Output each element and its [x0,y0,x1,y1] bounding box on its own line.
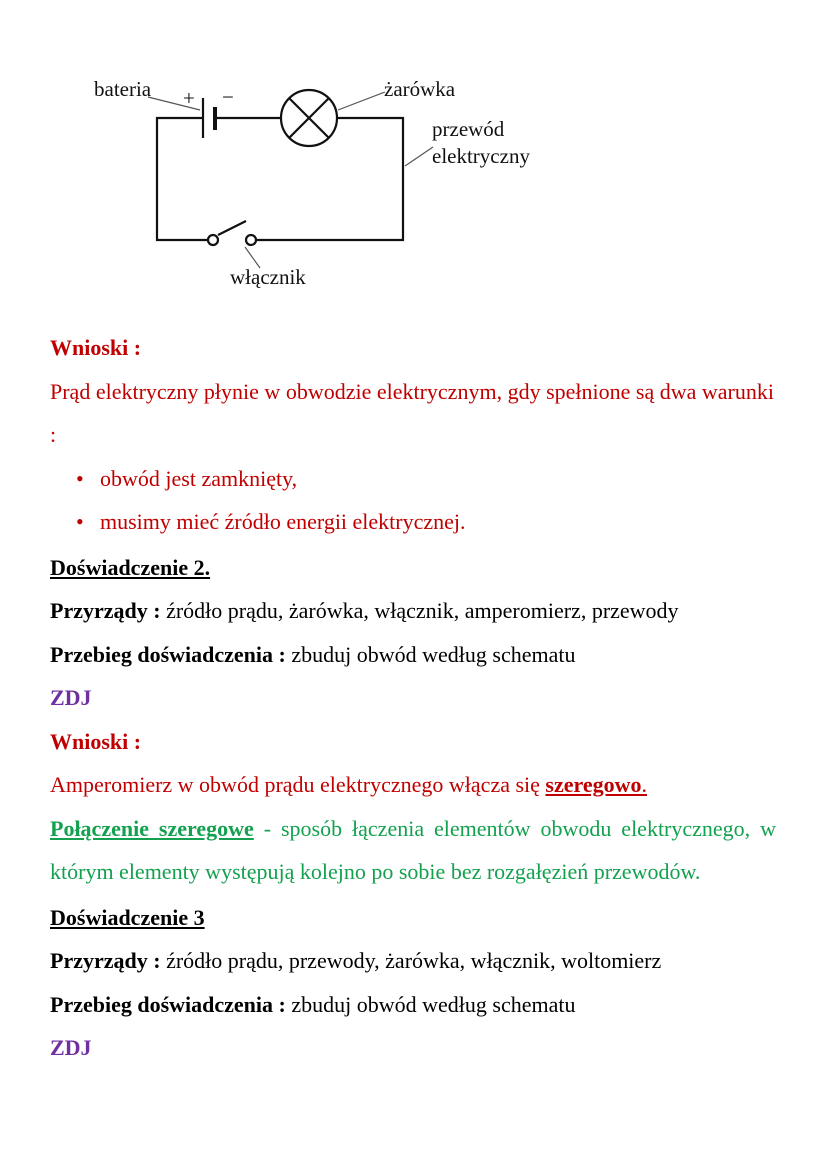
list-item: • musimy mieć źródło energii elektrycznej. [100,500,776,544]
switch-lever [218,221,246,235]
definition-paragraph [50,807,776,894]
experiment-3-title: Doświadczenie 3 [50,904,205,930]
definition-term: Połączenie szeregowe [50,815,254,841]
bulb-label: żarówka [384,77,456,101]
photo-placeholder: ZDJ [50,685,92,710]
course-label: Przebieg doświadczenia : [50,641,286,667]
battery-label: bateria [94,77,152,101]
switch-contact [208,235,218,245]
conclusions-text: Prąd elektryczny płynie w obwodzie elektrycznym, gdy spełnione są dwa warunki : [50,378,774,447]
course-text: zbuduj obwód według schematu [285,991,576,1017]
conclusion-keyword: szeregowo [545,772,642,797]
course-text: zbuduj obwód według schematu [285,641,576,667]
experiment-2-title: Doświadczenie 2. [50,554,211,580]
switch-label: włącznik [230,265,306,289]
wire-label-line2: elektryczny [432,144,530,168]
switch-contact [246,235,256,245]
plus-sign: + [183,86,195,110]
conclusion-sentence: Amperomierz w obwód prądu elektrycznego włącza się [50,772,546,797]
conclusion-period: . [641,772,648,797]
circuit-diagram [0,40,600,310]
tools-label: Przyrządy : [50,948,161,973]
experiment-2-tools [50,589,776,633]
conditions-list [50,457,776,544]
circuit-wire [157,118,403,240]
experiment-3-tools [50,939,776,983]
conclusions-heading-2: Wnioski : [50,728,142,754]
list-item: • obwód jest zamknięty, [100,457,776,501]
conclusion-text [50,763,776,807]
definition-text: - sposób łączenia elementów obwodu elektrycznego, w którym elementy występują kolejno po sobie bez rozgałęzień przewodów. [50,815,776,884]
photo-placeholder: ZDJ [50,1035,92,1060]
wire-label-line1: przewód [432,117,505,141]
tools-label: Przyrządy : [50,598,161,623]
document-body [50,326,776,1070]
experiment-2-course [50,633,776,677]
tools-text: źródło prądu, żarówka, włącznik, amperomierz, przewody [160,598,679,623]
experiment-3-course [50,983,776,1027]
tools-text: źródło prądu, przewody, żarówka, włącznik, woltomierz [160,948,662,973]
course-label: Przebieg doświadczenia : [50,991,286,1017]
minus-sign: − [222,85,234,109]
conclusions-heading: Wnioski : [50,335,142,360]
